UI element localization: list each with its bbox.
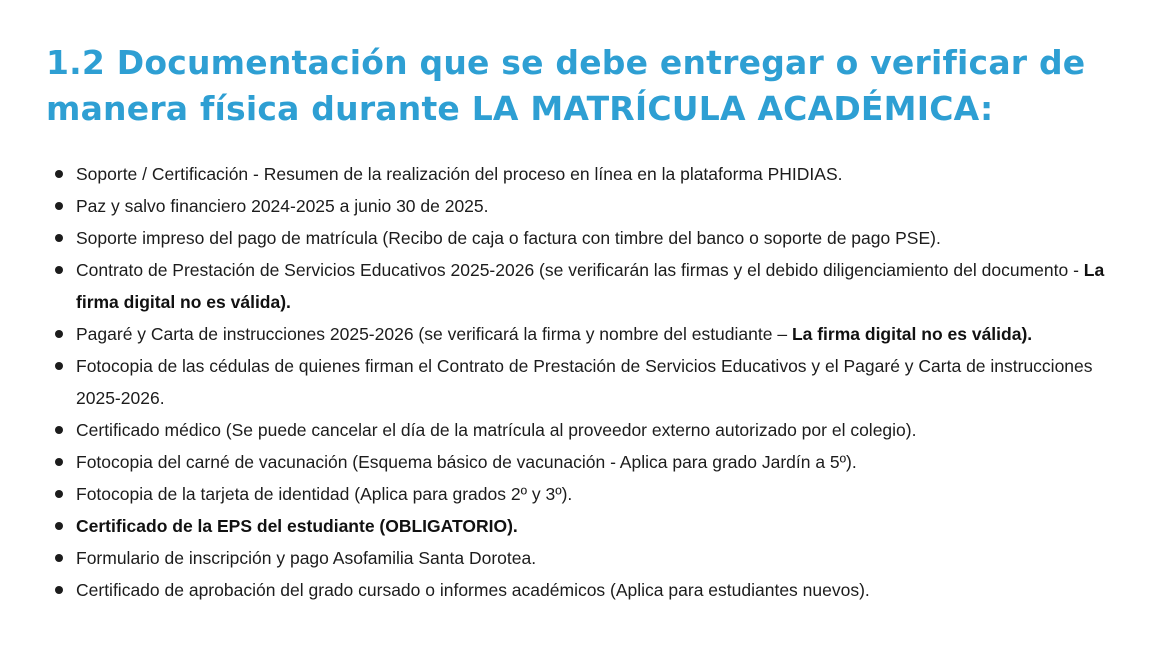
item-text: Certificado médico (Se puede cancelar el día de la matrícula al proveedor externo autorizado por el colegio). (76, 420, 917, 440)
list-item (46, 254, 1136, 318)
document-page (46, 40, 1136, 606)
bullet-icon (55, 586, 63, 594)
list-item (46, 510, 1136, 542)
item-bold-text: La firma digital no es válida). (76, 260, 1105, 312)
list-item (46, 574, 1136, 606)
item-text: Fotocopia del carné de vacunación (Esquema básico de vacunación - Aplica para grado Jardín a 5º). (76, 452, 857, 472)
bullet-icon (55, 362, 63, 370)
item-text: Contrato de Prestación de Servicios Educativos 2025-2026 (se verificarán las firmas y el debido diligenciamiento del documento - (76, 260, 1084, 280)
bullet-icon (55, 170, 63, 178)
list-item (46, 446, 1136, 478)
item-text: Fotocopia de las cédulas de quienes firman el Contrato de Prestación de Servicios Educativos y el Pagaré y Carta de instrucciones 2025-2026. (76, 356, 1093, 408)
bullet-icon (55, 234, 63, 242)
list-item (46, 222, 1136, 254)
item-bold-text: Certificado de la EPS del estudiante (OBLIGATORIO). (76, 516, 518, 536)
documents-list (46, 158, 1136, 606)
bullet-icon (55, 426, 63, 434)
item-text: Paz y salvo financiero 2024-2025 a junio 30 de 2025. (76, 196, 489, 216)
bullet-icon (55, 490, 63, 498)
bullet-icon (55, 202, 63, 210)
bullet-icon (55, 458, 63, 466)
item-bold-text: La firma digital no es válida). (791, 324, 1033, 344)
list-item (46, 190, 1136, 222)
item-text: Certificado de aprobación del grado cursado o informes académicos (Aplica para estudiantes nuevos). (76, 580, 870, 600)
bullet-icon (55, 266, 63, 274)
item-text: Formulario de inscripción y pago Asofamilia Santa Dorotea. (76, 548, 537, 568)
item-text: Fotocopia de la tarjeta de identidad (Aplica para grados 2º y 3º). (76, 484, 573, 504)
item-text: Soporte impreso del pago de matrícula (Recibo de caja o factura con timbre del banco o soporte de pago PSE). (76, 228, 941, 248)
list-item (46, 350, 1136, 414)
list-item (46, 542, 1136, 574)
section-title: 1.2 Documentación que se debe entregar o verificar de manera física durante LA MATRÍCULA ACADÉMICA: (46, 43, 1086, 128)
bullet-icon (55, 330, 63, 338)
item-text: Soporte / Certificación - Resumen de la realización del proceso en línea en la plataforma PHIDIAS. (76, 164, 843, 184)
list-item (46, 158, 1136, 190)
item-text: Pagaré y Carta de instrucciones 2025-2026 (se verificará la firma y nombre del estudiante – (76, 324, 792, 344)
list-item (46, 318, 1136, 350)
list-item (46, 414, 1136, 446)
bullet-icon (55, 554, 63, 562)
list-item (46, 478, 1136, 510)
bullet-icon (55, 522, 63, 530)
